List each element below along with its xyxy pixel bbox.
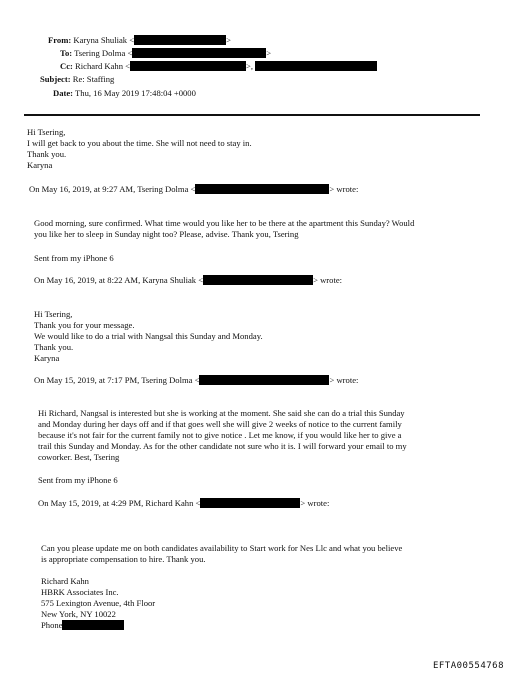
redaction-bar: [200, 498, 300, 508]
signature-iphone-2: Sent from my iPhone 6: [38, 475, 118, 485]
subject-value: Re: Staffing: [72, 74, 115, 84]
redaction-bar: [62, 620, 124, 630]
email-signature: Richard Kahn HBRK Associates Inc. 575 Lexington Avenue, 4th Floor New York, NY 10022 Phone: [41, 576, 156, 630]
redaction-bar: [203, 275, 313, 285]
cc-line: Cc: Richard Kahn < >,: [60, 61, 377, 72]
quote-header-3: On May 15, 2019, at 7:17 PM, Tsering Dolma < > wrote:: [34, 375, 359, 385]
from-value: Karyna Shuliak <: [73, 35, 135, 45]
document-id: EFTA00554768: [432, 661, 504, 671]
from-line: From: Karyna Shuliak < >: [48, 35, 231, 45]
date-value: Thu, 16 May 2019 17:48:04 +0000: [75, 88, 196, 98]
to-value: Tsering Dolma <: [74, 48, 133, 58]
quote-header-1: On May 16, 2019, at 9:27 AM, Tsering Dolma < > wrote:: [29, 184, 359, 194]
header-divider: [24, 114, 480, 116]
message-4: Hi Richard, Nangsal is interested but she is working at the moment. She said she can do a trial this Sunday and Monday during her days off and if that goes well she will give 2 weeks of notice to the current family because it's not fair for the current family not to give notice . Let me know, if you would like her to give a trail this Sunday and Monday. As for the other candidate not sure who it is. I will forward your email to my coworker. Best, Tsering: [38, 408, 407, 462]
quote-header-4: On May 15, 2019, at 4:29 PM, Richard Kahn < > wrote:: [38, 498, 330, 508]
redaction-bar: [132, 48, 266, 58]
redaction-bar: [130, 61, 246, 71]
quote-header-2: On May 16, 2019, at 8:22 AM, Karyna Shuliak < > wrote:: [34, 275, 343, 285]
signature-iphone-1: Sent from my iPhone 6: [34, 253, 114, 263]
redaction-bar: [195, 184, 329, 194]
message-2: Good morning, sure confirmed. What time would you like her to be there at the apartment this Sunday? Would you like her to sleep in Sunday night too? Please, advise. Thank you, Tsering: [34, 218, 415, 239]
redaction-bar: [199, 375, 329, 385]
redaction-bar: [255, 61, 377, 71]
subject-line: Subject: Re: Staffing: [40, 74, 115, 84]
cc-value: Richard Kahn <: [75, 61, 131, 71]
message-3: Hi Tsering, Thank you for your message. We would like to do a trial with Nangsal this Sunday and Monday. Thank you. Karyna: [34, 309, 263, 363]
date-line: Date: Thu, 16 May 2019 17:48:04 +0000: [53, 88, 196, 98]
to-line: To: Tsering Dolma < >: [60, 48, 272, 58]
message-5: Can you please update me on both candidates availability to Start work for Nes Llc and what you believe is appropriate compensation to hire. Thank you.: [41, 543, 403, 564]
message-1: Hi Tsering, I will get back to you about the time. She will not need to stay in. Thank you. Karyna: [27, 127, 252, 170]
redaction-bar: [134, 35, 226, 45]
